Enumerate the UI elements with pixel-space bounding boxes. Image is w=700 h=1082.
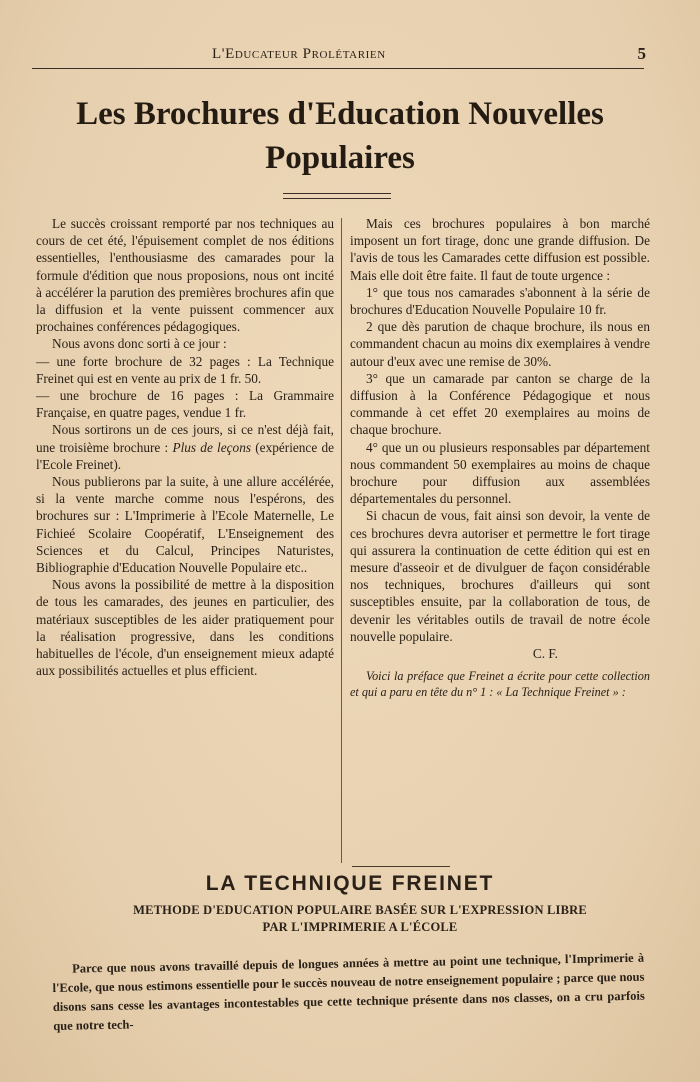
section-title: LA TECHNIQUE FREINET bbox=[205, 872, 495, 895]
running-title: L'Educateur Prolétarien bbox=[212, 46, 386, 62]
section-subtitle bbox=[120, 902, 600, 936]
left-paragraph-7: Nous avons la possibilité de mettre à la disposition de tous les camarades, des jeunes en particulier, des matériaux susceptibles de les aider pratiquement pour la réalisation progressive, dans les conditions habituelles de l'école, d'un enseignement mieux adapté aux possibilités actuelles et plus efficient. bbox=[36, 577, 334, 679]
section-lead bbox=[52, 949, 645, 1036]
right-column bbox=[350, 215, 650, 700]
left-column bbox=[36, 215, 334, 679]
left-paragraph-5-italic-title: Plus de leçons bbox=[172, 439, 252, 455]
left-paragraph-1: Le succès croissant remporté par nos techniques au cours de cet été, l'épuisement complet de nos éditions essentielles, l'enthousiasme des camarades pour la formule d'édition que nous proposions, nous ont incité à accélérer la parution des premières brochures afin que la diffusion et la vente puissent commencer aux prochaines conférences pédagogiques. bbox=[36, 216, 334, 335]
section-lead-paragraph: Parce que nous avons travaillé depuis de longues années à mettre au point une technique, l'Imprimerie à l'Ecole, que nous estimons essentielle pour le succès nouveau de notre enseignement populaire ; parce que nous disons sans cesse les avantages incontestables que cette technique présente dans nos classes, on a cru parfois que notre tech- bbox=[52, 950, 645, 1033]
right-paragraph-6: Si chacun de vous, fait ainsi son devoir, la vente de ces brochures devra autoriser et permettre le fort tirage qui assurera la continuation de cette édition qui est en mesure d'asseoir et de divulguer de façon considérable nos techniques, brochures d'ailleurs qui sont susceptibles ensuite, par la collaboration de tous, de devenir les véritables outils de travail de notre école nouvelle populaire. bbox=[350, 508, 650, 644]
article-title-line-1: Les Brochures d'Education Nouvelles bbox=[76, 96, 604, 132]
preface-note: Voici la préface que Freinet a écrite pour cette collection et qui a paru en tête du n° 1 : « La Technique Freinet » : bbox=[350, 669, 650, 700]
left-paragraph-3: — une forte brochure de 32 pages : La Technique Freinet qui est en vente au prix de 1 fr. 50. bbox=[36, 353, 334, 386]
right-paragraph-4: 3° que un camarade par canton se charge de la diffusion à la Conférence Pédagogique et nous commande à cet effet 20 exemplaires au moins de chaque brochure. bbox=[350, 370, 650, 438]
left-paragraph-6: Nous publierons par la suite, à une allure accélérée, si la vente marche comme nous l'espérons, des brochures sur : L'Imprimerie à l'Ecole Maternelle, Le Fichieé Scolaire Coopératif, L'Enseignement des Sciences et du Calcul, Principes Naturistes, Bibliographie d'Education Nouvelle Populaire etc.. bbox=[36, 474, 334, 576]
running-header bbox=[32, 44, 644, 69]
left-paragraph-5 bbox=[36, 421, 334, 473]
title-underline-rule bbox=[283, 193, 391, 199]
signature: C. F. bbox=[532, 646, 558, 662]
right-paragraph-1: Mais ces brochures populaires à bon marché imposent un fort tirage, donc une grande diffusion. De l'avis de tous les Camarades cette diffusion est possible. Mais elle doit être faite. Il faut de toute urgence : bbox=[350, 216, 650, 283]
section-separator-rule bbox=[352, 866, 450, 867]
left-paragraph-4: — une brochure de 16 pages : La Grammaire Française, en quatre pages, vendue 1 fr. bbox=[36, 388, 334, 421]
section-subtitle-line-2: PAR L'IMPRIMERIE A L'ÉCOLE bbox=[262, 920, 458, 934]
section-subtitle-line-1: METHODE D'EDUCATION POPULAIRE BASÉE SUR L'EXPRESSION LIBRE bbox=[133, 903, 587, 917]
right-paragraph-3: 2 que dès parution de chaque brochure, ils nous en commandent chacun au moins dix exemplaires à vendre autour d'eux avec une remise de 30%. bbox=[350, 319, 650, 369]
article-title bbox=[30, 92, 650, 180]
column-divider bbox=[341, 218, 342, 863]
left-paragraph-2: Nous avons donc sorti à ce jour : bbox=[52, 336, 227, 352]
page-number: 5 bbox=[637, 44, 646, 63]
right-paragraph-5: 4° que un ou plusieurs responsables par département nous commandent 50 exemplaires au moins de chaque brochure pour diffusion aux assemblées départementales du personnel. bbox=[350, 439, 650, 507]
left-paragraph-5-text-b: (expérience de l'Ecole Freinet). bbox=[36, 439, 334, 472]
article-title-line-2: Populaires bbox=[265, 140, 415, 176]
right-paragraph-2: 1° que tous nos camarades s'abonnent à la série de brochures d'Education Nouvelle Populaire 10 fr. bbox=[350, 284, 650, 318]
left-paragraph-5-text-a: Nous sortirons un de ces jours, si ce n'est déjà fait, une troisième brochure : bbox=[36, 422, 334, 455]
